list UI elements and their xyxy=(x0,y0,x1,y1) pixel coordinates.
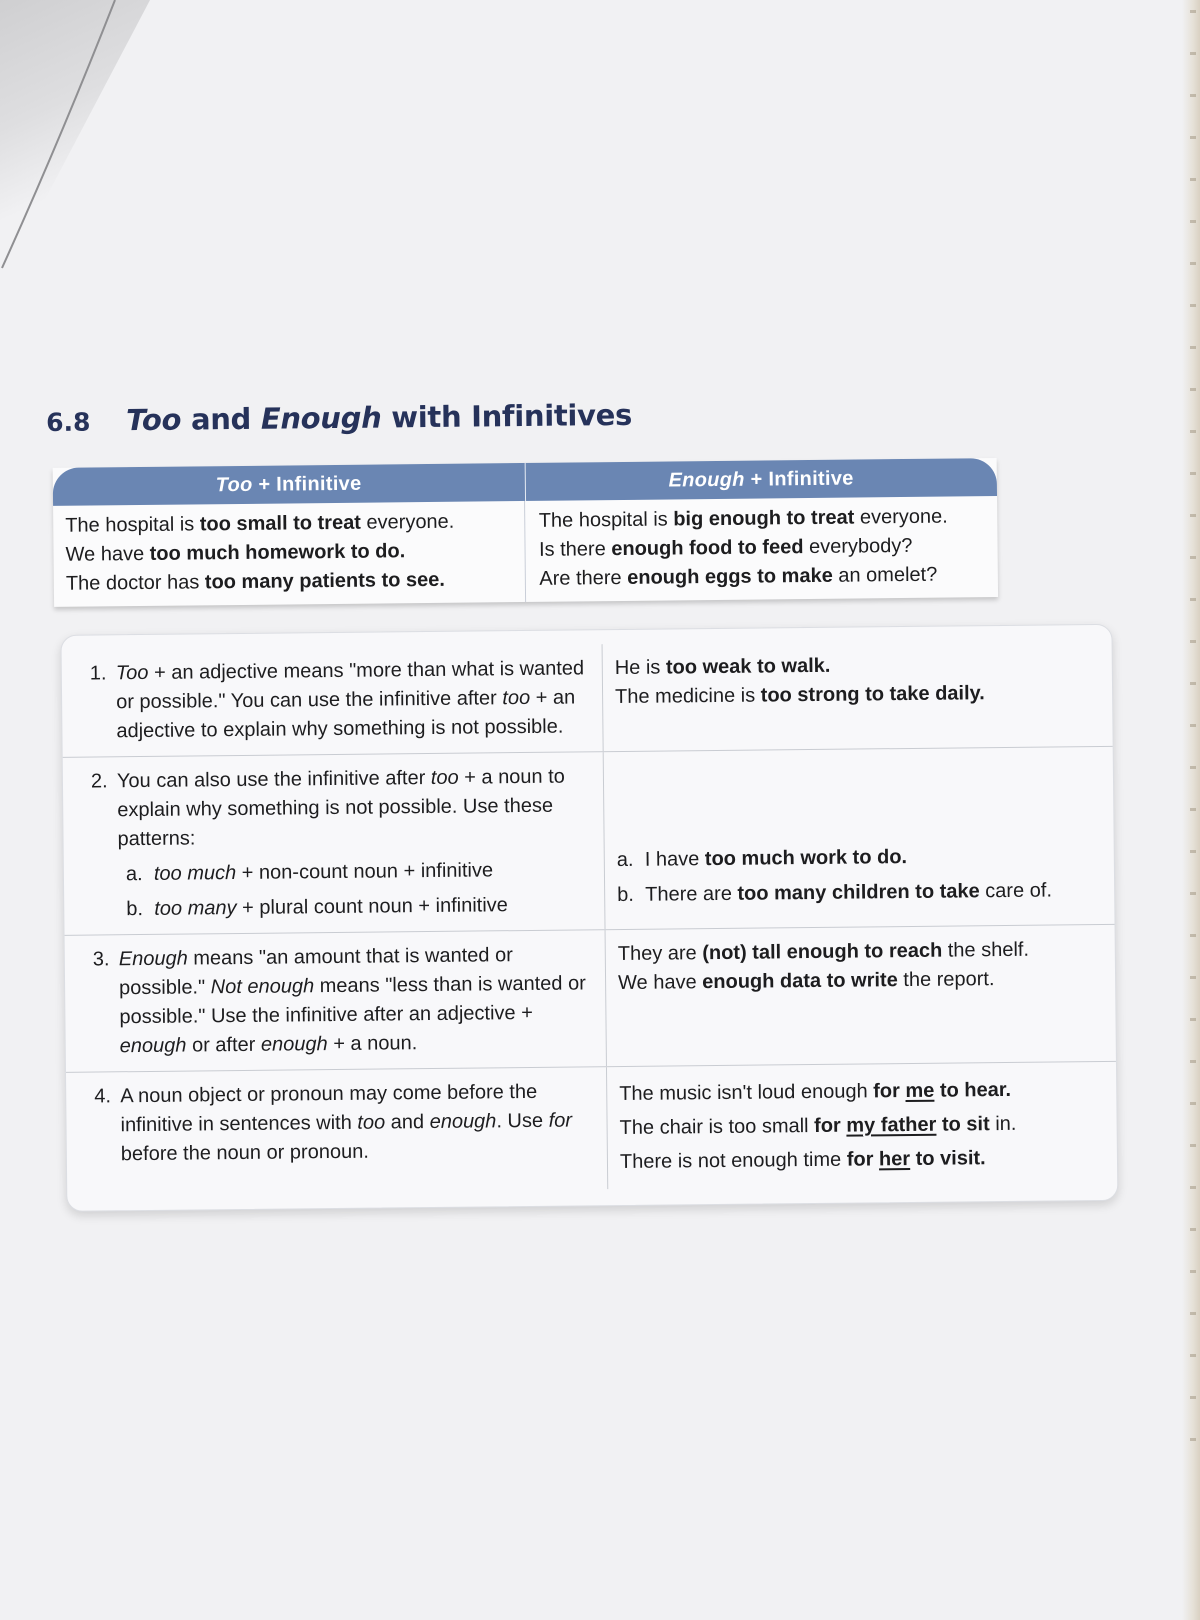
note-text: You can also use the infinitive after too + a noun to explain why something is not possible. Use these patterns: xyxy=(116,765,565,851)
example-sentence: They are (not) tall enough to reach the shelf. xyxy=(617,938,1030,966)
too-examples-column xyxy=(53,501,525,607)
enough-examples-column xyxy=(524,496,999,602)
note-number: 4. xyxy=(94,1085,112,1108)
too-example: We have too much homework to do. xyxy=(65,540,406,566)
example-sentence: a. I have too much work to do. xyxy=(616,846,908,872)
example-sentence: The music isn't loud enough for me to hear. xyxy=(619,1078,1012,1106)
note-number: 2. xyxy=(90,770,108,793)
explanation-box xyxy=(60,624,1118,1212)
grammar-section xyxy=(46,393,1134,1212)
note-text: A noun object or pronoun may come before the infinitive in sentences with too and enough. Use for before the noun or pronoun. xyxy=(120,1080,573,1166)
example-sentence: We have enough data to write the report. xyxy=(617,968,995,995)
note-text: Too + an adjective means "more than what is wanted or possible." You can use the infinitive after too + an adjective to explain why something is not possible. xyxy=(115,657,585,743)
example-sentence: There is not enough time for her to visit. xyxy=(619,1147,986,1174)
note-examples xyxy=(605,925,1116,1066)
note-explanation xyxy=(65,930,606,1072)
note-row-4 xyxy=(66,1061,1117,1195)
note-row-2 xyxy=(63,746,1115,935)
note-explanation xyxy=(62,644,603,757)
enough-example: Is there enough food to feed everybody? xyxy=(538,534,913,561)
enough-example: The hospital is big enough to treat everyone. xyxy=(538,505,948,532)
note-explanation xyxy=(63,752,605,935)
header-too-infinitive: Too + Infinitive xyxy=(215,472,362,496)
note-number: 1. xyxy=(89,662,107,685)
example-sentence: b. There are too many children to take care of. xyxy=(617,879,1053,907)
enough-example: Are there enough eggs to make an omelet? xyxy=(539,563,938,590)
note-row-1 xyxy=(62,639,1113,757)
note-examples xyxy=(606,1062,1117,1189)
section-heading xyxy=(46,393,1126,450)
book-page-edge-marks xyxy=(1190,10,1196,1460)
section-number: 6.8 xyxy=(46,407,91,437)
page-curl-shadow xyxy=(0,0,150,300)
example-sentence: He is too weak to walk. xyxy=(614,654,831,680)
note-examples xyxy=(602,639,1113,751)
too-example: The doctor has too many patients to see. xyxy=(65,568,446,595)
grammar-chart xyxy=(53,458,998,607)
note-number: 3. xyxy=(92,948,110,971)
section-title: Too and Enough with Infinitives xyxy=(125,397,633,438)
note-examples xyxy=(603,747,1115,929)
note-row-3 xyxy=(65,924,1116,1072)
too-example: The hospital is too small to treat everyone. xyxy=(65,510,455,537)
pattern-item: b. too many + plural count noun + infinitive xyxy=(126,894,508,921)
note-text: Enough means "an amount that is wanted or possible." Not enough means "less than is wanted or possible." Use the infinitive after an adjective + enough or after enough + a noun. xyxy=(118,944,586,1058)
note-explanation xyxy=(66,1067,607,1195)
chart-body xyxy=(53,496,998,607)
example-sentence: The chair is too small for my father to sit in. xyxy=(619,1112,1017,1140)
header-enough-infinitive: Enough + Infinitive xyxy=(524,458,997,501)
example-sentence: The medicine is too strong to take daily. xyxy=(614,682,985,709)
pattern-item: a. too much + non-count noun + infinitive xyxy=(125,859,494,886)
